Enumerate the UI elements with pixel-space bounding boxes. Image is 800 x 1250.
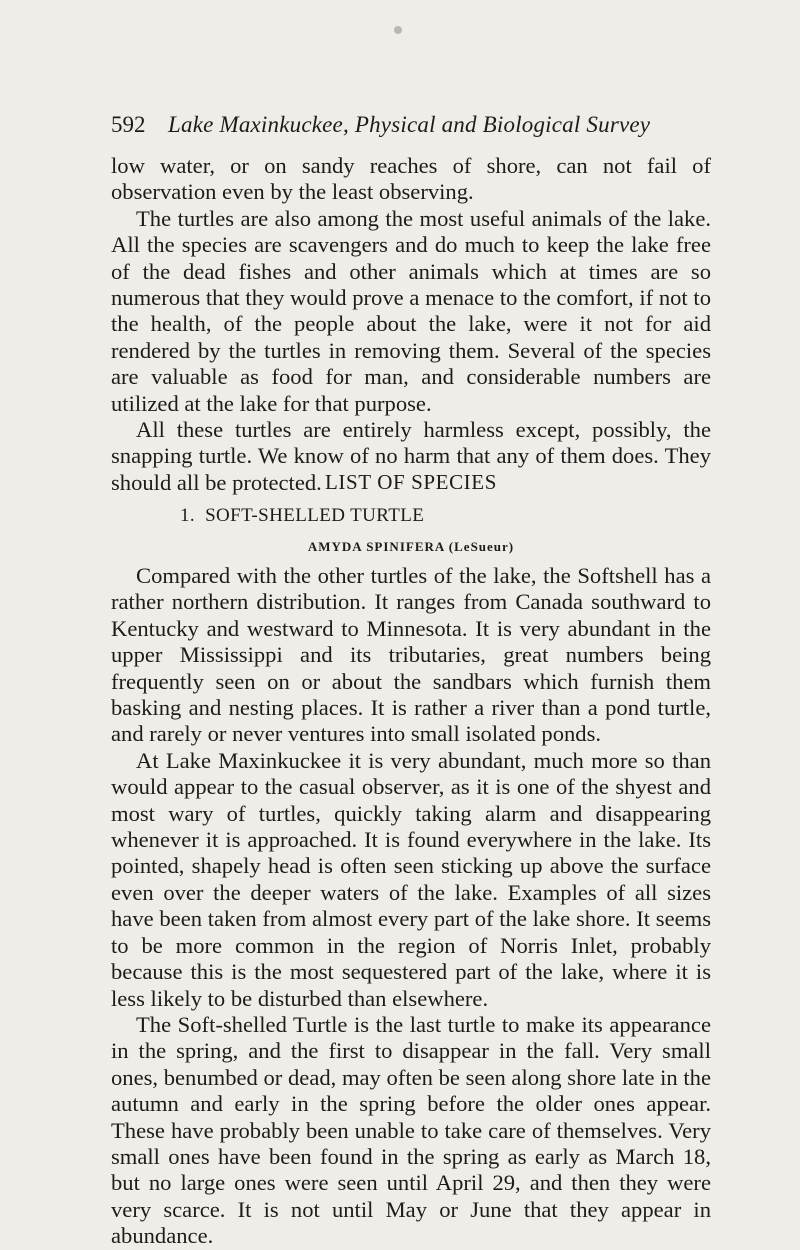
paragraph: Compared with the other turtles of the lake, the Softshell has a rather northern distribution. It ranges from Canada southward to Kentucky and westward to Minnesota. It is very abundant in the upper Mississippi and its tributaries, great numbers being frequently seen on or about the sandbars which furnish them basking and nesting places. It is rather a river than a pond turtle, and rarely or never ventures into small isolated ponds.	[111, 563, 711, 747]
running-head	[111, 112, 711, 142]
paragraph: The Soft-shelled Turtle is the last turtle to make its appearance in the spring, and the first to disappear in the fall. Very small ones, benumbed or dead, may often be seen along shore late in the autumn and early in the spring before the older ones appear. These have probably been unable to take care of themselves. Very small ones have been found in the spring as early as March 18, but no large ones were seen until April 29, and then they were very scarce. It is not until May or June that they appear in abundance.	[111, 1011, 711, 1249]
paragraph: All these turtles are entirely harmless except, possibly, the snapping turtle. We know of no harm that any of them does. They should all be protected.	[111, 417, 711, 495]
paragraph: At Lake Maxinkuckee it is very abundant, much more so than would appear to the casual observer, as it is one of the shyest and most wary of turtles, quickly taking alarm and disappearing whenever it is approached. It is found everywhere in the lake. Its pointed, shapely head is often seen sticking up above the surface even over the deeper waters of the lake. Examples of all sizes have been taken from almost every part of the lake shore. It seems to be more common in the region of Norris Inlet, probably because this is the most sequestered part of the lake, where it is less likely to be disturbed than elsewhere.	[111, 747, 711, 1011]
intro-text	[111, 153, 711, 496]
running-title: Lake Maxinkuckee, Physical and Biological Survey	[168, 112, 651, 137]
paragraph: low water, or on sandy reaches of shore, can not fail of observation even by the least observing.	[111, 153, 711, 205]
scan-speck	[394, 26, 402, 34]
species-heading	[180, 505, 600, 527]
species-number: 1.	[180, 505, 196, 526]
species-common-name: SOFT-SHELLED TURTLE	[205, 505, 425, 526]
paragraph: The turtles are also among the most useful animals of the lake. All the species are scavengers and do much to keep the lake free of the dead fishes and other animals which at times are so numerous that they would prove a menace to the comfort, if not to the health, of the people about the lake, were it not for aid rendered by the turtles in removing them. Several of the species are valuable as food for man, and considerable numbers are utilized at the lake for that purpose.	[111, 205, 711, 416]
species-scientific-name: AMYDA SPINIFERA (LeSueur)	[307, 539, 515, 554]
page-number: 592	[111, 112, 146, 137]
species-text	[111, 563, 711, 1250]
section-heading: LIST OF SPECIES	[325, 470, 497, 494]
